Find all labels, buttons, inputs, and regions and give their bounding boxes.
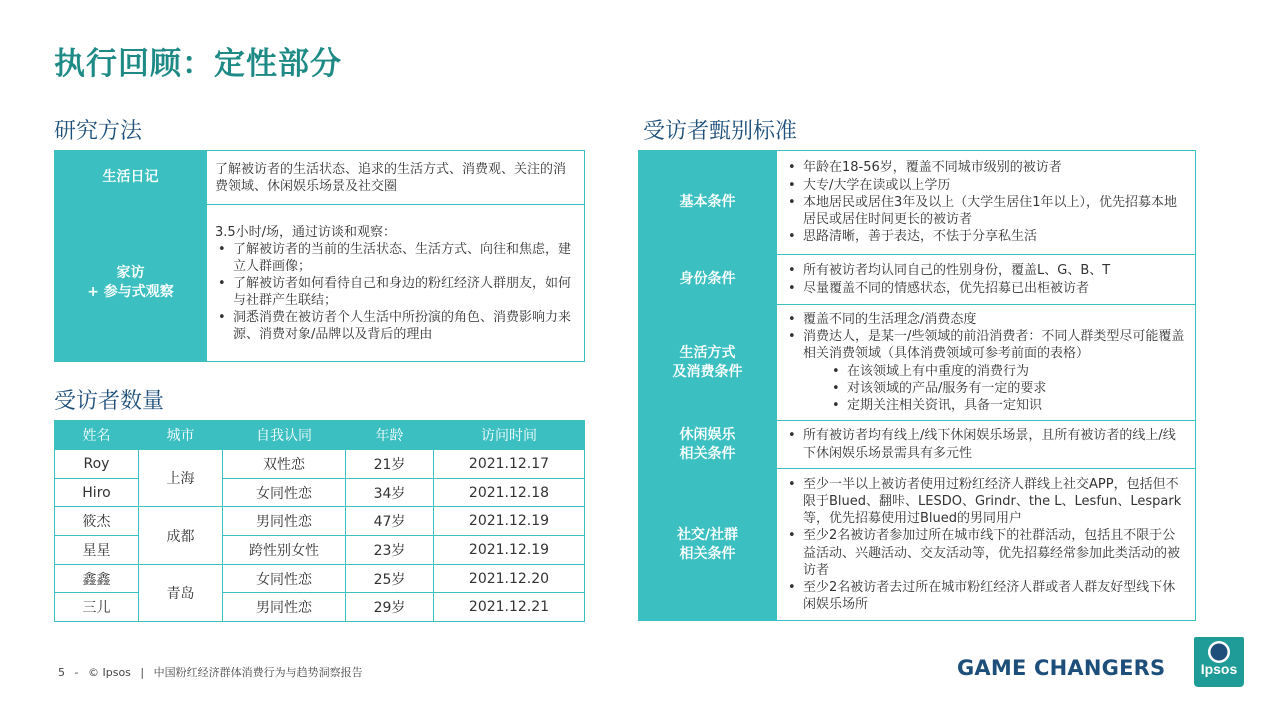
cell-age: 29岁 bbox=[346, 593, 434, 622]
sub-list-item: • 在该领域上有中重度的消费行为 bbox=[785, 363, 1187, 380]
criteria-label-leisure-line2: 相关条件 bbox=[679, 445, 736, 462]
criteria-leisure-content bbox=[777, 421, 1196, 469]
criteria-basic-content bbox=[777, 151, 1196, 255]
criteria-social-list bbox=[785, 476, 1187, 614]
copyright: © Ipsos bbox=[87, 666, 131, 679]
method-text-home-visit bbox=[207, 205, 585, 362]
cell-name: 三儿 bbox=[55, 593, 139, 622]
screening-criteria-table bbox=[638, 150, 1196, 621]
list-item: • 至少2名被访者去过所在城市粉红经济人群或者人群友好型线下休闲娱乐场所 bbox=[785, 579, 1187, 613]
report-name: 中国粉红经济群体消费行为与趋势洞察报告 bbox=[153, 666, 363, 679]
cell-date: 2021.12.19 bbox=[434, 507, 585, 536]
list-item: • 所有被访者均有线上/线下休闲娱乐场景，且所有被访者的线上/线下休闲娱乐场景需具有多元性 bbox=[785, 427, 1187, 461]
criteria-label-identity: 身份条件 bbox=[639, 255, 777, 305]
list-item: • 洞悉消费在被访者个人生活中所扮演的角色、消费影响力来源、消费对象/品牌以及背后的理由 bbox=[215, 309, 576, 343]
page-number: 5 bbox=[58, 666, 65, 679]
list-item: • 至少2名被访者参加过所在城市线下的社群活动，包括且不限于公益活动、兴趣活动、交友活动等，优先招募经常参加此类活动的被访者 bbox=[785, 527, 1187, 579]
footer-dash: - bbox=[74, 666, 79, 679]
logo-text: Ipsos bbox=[1200, 661, 1238, 677]
criteria-basic-list bbox=[785, 159, 1187, 245]
screening-criteria-title: 受访者甄别标准 bbox=[643, 119, 798, 144]
criteria-lifestyle-content bbox=[777, 305, 1196, 421]
method-label-home-visit bbox=[55, 205, 207, 362]
criteria-label-social-line2: 相关条件 bbox=[679, 545, 736, 562]
cell-date: 2021.12.20 bbox=[434, 564, 585, 593]
criteria-label-social-line1: 社交/社群 bbox=[676, 526, 739, 543]
cell-identity: 跨性别女性 bbox=[223, 536, 346, 565]
method-label-diary: 生活日记 bbox=[55, 151, 207, 205]
cell-city: 上海 bbox=[139, 450, 223, 507]
criteria-label-lifestyle bbox=[639, 305, 777, 421]
sub-list-item: • 定期关注相关资讯，具备一定知识 bbox=[785, 397, 1187, 414]
game-changers-brand: GAME CHANGERS bbox=[957, 656, 1166, 680]
list-item: • 大专/大学在读或以上学历 bbox=[785, 177, 1187, 194]
table-header-row bbox=[55, 421, 585, 450]
table-row bbox=[55, 593, 585, 622]
list-item: • 年龄在18-56岁，覆盖不同城市级别的被访者 bbox=[785, 159, 1187, 176]
criteria-lifestyle-list bbox=[785, 311, 1187, 414]
cell-date: 2021.12.21 bbox=[434, 593, 585, 622]
cell-identity: 男同性恋 bbox=[223, 593, 346, 622]
cell-identity: 男同性恋 bbox=[223, 507, 346, 536]
criteria-identity-content bbox=[777, 255, 1196, 305]
col-header-identity: 自我认同 bbox=[223, 421, 346, 450]
col-header-age: 年龄 bbox=[346, 421, 434, 450]
list-item: • 思路清晰，善于表达，不怯于分享私生活 bbox=[785, 228, 1187, 245]
col-header-city: 城市 bbox=[139, 421, 223, 450]
criteria-label-lifestyle-line1: 生活方式 bbox=[679, 344, 736, 361]
list-item: • 本地居民或居住3年及以上（大学生居住1年以上），优先招募本地居民或居住时间更长的被访者 bbox=[785, 194, 1187, 228]
cell-age: 25岁 bbox=[346, 564, 434, 593]
cell-name: Hiro bbox=[55, 478, 139, 507]
method-text-diary: 了解被访者的生活状态、追求的生活方式、消费观、关注的消费领域、休闲娱乐场景及社交圈 bbox=[207, 151, 585, 205]
respondents-table bbox=[54, 420, 585, 622]
method-bullet-list bbox=[215, 241, 576, 343]
respondent-count-title: 受访者数量 bbox=[54, 389, 165, 414]
cell-date: 2021.12.19 bbox=[434, 536, 585, 565]
cell-name: 鑫鑫 bbox=[55, 564, 139, 593]
cell-city: 成都 bbox=[139, 507, 223, 564]
page-title: 执行回顾：定性部分 bbox=[54, 46, 342, 82]
cell-name: Roy bbox=[55, 450, 139, 479]
col-header-date: 访问时间 bbox=[434, 421, 585, 450]
criteria-leisure-list bbox=[785, 427, 1187, 461]
list-item: • 所有被访者均认同自己的性别身份，覆盖L、G、B、T bbox=[785, 262, 1187, 279]
cell-identity: 双性恋 bbox=[223, 450, 346, 479]
list-item: • 了解被访者的当前的生活状态、生活方式、向往和焦虑，建立人群画像； bbox=[215, 241, 576, 275]
research-method-title: 研究方法 bbox=[54, 119, 143, 144]
list-item: • 覆盖不同的生活理念/消费态度 bbox=[785, 311, 1187, 328]
table-row bbox=[55, 507, 585, 536]
sub-list-item: • 对该领域的产品/服务有一定的要求 bbox=[785, 380, 1187, 397]
cell-name: 筱杰 bbox=[55, 507, 139, 536]
cell-name: 星星 bbox=[55, 536, 139, 565]
ipsos-logo bbox=[1194, 637, 1244, 687]
footer bbox=[58, 664, 363, 680]
cell-age: 47岁 bbox=[346, 507, 434, 536]
method-label-home-visit-line1: 家访 bbox=[116, 265, 145, 281]
criteria-label-leisure-line1: 休闲娱乐 bbox=[679, 426, 736, 443]
list-item: • 至少一半以上被访者使用过粉红经济人群线上社交APP，包括但不限于Blued、翻咔、LESDO、Grindr、the L、Lesfun、Lespark等，优先招募使用过Blued的男同用户 bbox=[785, 476, 1187, 528]
list-item: • 尽量覆盖不同的情感状态，优先招募已出柜被访者 bbox=[785, 280, 1187, 297]
research-method-table bbox=[54, 150, 585, 362]
cell-date: 2021.12.17 bbox=[434, 450, 585, 479]
method-intro: 3.5小时/场，通过访谈和观察： bbox=[215, 224, 397, 240]
method-label-home-visit-line2: + 参与式观察 bbox=[87, 284, 174, 300]
cell-age: 23岁 bbox=[346, 536, 434, 565]
cell-identity: 女同性恋 bbox=[223, 478, 346, 507]
criteria-social-content bbox=[777, 469, 1196, 621]
criteria-label-leisure bbox=[639, 421, 777, 469]
table-row bbox=[55, 450, 585, 479]
cell-age: 34岁 bbox=[346, 478, 434, 507]
table-row bbox=[55, 478, 585, 507]
table-row bbox=[55, 564, 585, 593]
criteria-label-social bbox=[639, 469, 777, 621]
list-item: • 消费达人，是某一/些领域的前沿消费者：不同人群类型尽可能覆盖相关消费领域（具体消费领域可参考前面的表格） bbox=[785, 328, 1187, 362]
cell-age: 21岁 bbox=[346, 450, 434, 479]
cell-identity: 女同性恋 bbox=[223, 564, 346, 593]
criteria-label-lifestyle-line2: 及消费条件 bbox=[672, 363, 743, 380]
list-item: • 了解被访者如何看待自己和身边的粉红经济人群朋友，如何与社群产生联结； bbox=[215, 275, 576, 309]
table-row bbox=[55, 536, 585, 565]
criteria-identity-list bbox=[785, 262, 1187, 296]
col-header-name: 姓名 bbox=[55, 421, 139, 450]
cell-city: 青岛 bbox=[139, 564, 223, 621]
criteria-label-basic: 基本条件 bbox=[639, 151, 777, 255]
footer-separator: | bbox=[140, 666, 145, 679]
cell-date: 2021.12.18 bbox=[434, 478, 585, 507]
